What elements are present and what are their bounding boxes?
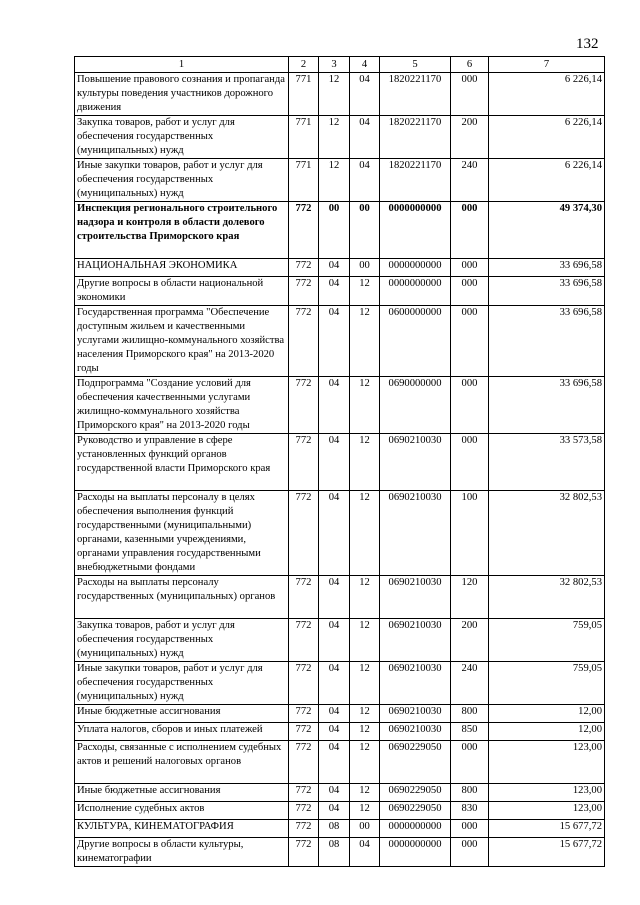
row-code-cell: 000 (451, 820, 489, 838)
row-name-cell: Руководство и управление в сфере установленных функций органов государственной власти Приморского края (75, 434, 289, 491)
row-code-cell: 04 (319, 377, 350, 434)
table-row (75, 377, 605, 434)
row-code-cell: 800 (451, 784, 489, 802)
header-cell: 2 (289, 57, 319, 73)
row-code-cell: 000 (451, 838, 489, 867)
table-row (75, 576, 605, 619)
header-cell: 1 (75, 57, 289, 73)
row-code-cell: 04 (319, 259, 350, 277)
header-cell: 5 (380, 57, 451, 73)
table-row (75, 838, 605, 867)
row-name-cell: Повышение правового сознания и пропаганда культуры поведения участников дорожного движения (75, 73, 289, 116)
table-row (75, 741, 605, 784)
row-code-cell: 850 (451, 723, 489, 741)
row-name-cell: Государственная программа "Обеспечение доступным жильем и качественными услугами жилищно-коммунального хозяйства населения Приморского края" на 2013-2020 годы (75, 306, 289, 377)
row-code-cell: 772 (289, 802, 319, 820)
row-code-cell: 772 (289, 202, 319, 259)
row-amount-cell: 33 696,58 (489, 277, 605, 306)
row-code-cell: 12 (350, 434, 380, 491)
row-amount-cell: 12,00 (489, 705, 605, 723)
row-code-cell: 000 (451, 377, 489, 434)
table-header-row (75, 57, 605, 73)
row-code-cell: 772 (289, 723, 319, 741)
row-code-cell: 772 (289, 434, 319, 491)
row-code-cell: 772 (289, 784, 319, 802)
row-code-cell: 12 (319, 159, 350, 202)
table-row (75, 705, 605, 723)
row-code-cell: 000 (451, 434, 489, 491)
header-cell: 6 (451, 57, 489, 73)
row-code-cell: 04 (319, 741, 350, 784)
row-amount-cell: 123,00 (489, 741, 605, 784)
table-row (75, 259, 605, 277)
row-amount-cell: 6 226,14 (489, 73, 605, 116)
row-code-cell: 04 (350, 838, 380, 867)
table-row (75, 116, 605, 159)
row-code-cell: 000 (451, 202, 489, 259)
row-code-cell: 12 (319, 73, 350, 116)
row-code-cell: 04 (319, 784, 350, 802)
row-code-cell: 772 (289, 741, 319, 784)
row-code-cell: 0600000000 (380, 306, 451, 377)
row-amount-cell: 32 802,53 (489, 491, 605, 576)
row-code-cell: 12 (350, 619, 380, 662)
row-code-cell: 000 (451, 306, 489, 377)
header-cell: 7 (489, 57, 605, 73)
row-name-cell: Иные закупки товаров, работ и услуг для обеспечения государственных (муниципальных) нужд (75, 662, 289, 705)
row-code-cell: 0690229050 (380, 784, 451, 802)
row-code-cell: 04 (319, 434, 350, 491)
row-amount-cell: 32 802,53 (489, 576, 605, 619)
row-amount-cell: 759,05 (489, 662, 605, 705)
row-code-cell: 772 (289, 662, 319, 705)
row-code-cell: 0000000000 (380, 820, 451, 838)
header-cell: 4 (350, 57, 380, 73)
row-name-cell: Расходы на выплаты персоналу в целях обеспечения выполнения функций государственными (муниципальными) органами, казенными учреждениями, органами управления государственными внебюджетными фондами (75, 491, 289, 576)
row-amount-cell: 6 226,14 (489, 116, 605, 159)
table-row (75, 159, 605, 202)
row-code-cell: 0690210030 (380, 619, 451, 662)
row-amount-cell: 759,05 (489, 619, 605, 662)
row-code-cell: 0690210030 (380, 491, 451, 576)
row-code-cell: 000 (451, 741, 489, 784)
row-name-cell: Уплата налогов, сборов и иных платежей (75, 723, 289, 741)
row-code-cell: 00 (350, 820, 380, 838)
row-code-cell: 12 (350, 306, 380, 377)
table-row (75, 202, 605, 259)
row-amount-cell: 33 696,58 (489, 377, 605, 434)
table-row (75, 820, 605, 838)
row-code-cell: 200 (451, 619, 489, 662)
row-code-cell: 08 (319, 820, 350, 838)
row-code-cell: 0690210030 (380, 705, 451, 723)
row-code-cell: 04 (319, 491, 350, 576)
row-code-cell: 12 (350, 377, 380, 434)
row-name-cell: Инспекция регионального строительного надзора и контроля в области долевого строительства Приморского края (75, 202, 289, 259)
row-amount-cell: 33 696,58 (489, 306, 605, 377)
row-code-cell: 772 (289, 619, 319, 662)
row-amount-cell: 49 374,30 (489, 202, 605, 259)
table-row (75, 723, 605, 741)
row-amount-cell: 15 677,72 (489, 820, 605, 838)
row-name-cell: Расходы, связанные с исполнением судебных актов и решений налоговых органов (75, 741, 289, 784)
row-code-cell: 240 (451, 159, 489, 202)
row-code-cell: 0000000000 (380, 277, 451, 306)
table-row (75, 434, 605, 491)
row-code-cell: 04 (319, 576, 350, 619)
row-code-cell: 12 (350, 277, 380, 306)
table-row (75, 784, 605, 802)
table-row (75, 277, 605, 306)
row-code-cell: 772 (289, 491, 319, 576)
table-row (75, 619, 605, 662)
row-amount-cell: 123,00 (489, 802, 605, 820)
row-code-cell: 12 (350, 491, 380, 576)
row-name-cell: Другие вопросы в области культуры, кинематографии (75, 838, 289, 867)
row-name-cell: Закупка товаров, работ и услуг для обеспечения государственных (муниципальных) нужд (75, 116, 289, 159)
row-code-cell: 1820221170 (380, 159, 451, 202)
row-amount-cell: 33 573,58 (489, 434, 605, 491)
row-amount-cell: 6 226,14 (489, 159, 605, 202)
row-code-cell: 12 (350, 802, 380, 820)
row-code-cell: 04 (319, 662, 350, 705)
row-code-cell: 0000000000 (380, 202, 451, 259)
row-code-cell: 120 (451, 576, 489, 619)
row-code-cell: 772 (289, 306, 319, 377)
row-name-cell: НАЦИОНАЛЬНАЯ ЭКОНОМИКА (75, 259, 289, 277)
row-code-cell: 772 (289, 259, 319, 277)
row-amount-cell: 123,00 (489, 784, 605, 802)
row-code-cell: 772 (289, 377, 319, 434)
row-code-cell: 04 (319, 802, 350, 820)
row-code-cell: 800 (451, 705, 489, 723)
row-code-cell: 12 (350, 705, 380, 723)
table-row (75, 802, 605, 820)
row-name-cell: Иные закупки товаров, работ и услуг для обеспечения государственных (муниципальных) нужд (75, 159, 289, 202)
row-name-cell: Расходы на выплаты персоналу государственных (муниципальных) органов (75, 576, 289, 619)
row-code-cell: 12 (350, 784, 380, 802)
row-name-cell: КУЛЬТУРА, КИНЕМАТОГРАФИЯ (75, 820, 289, 838)
row-code-cell: 00 (350, 202, 380, 259)
row-code-cell: 00 (350, 259, 380, 277)
row-code-cell: 0690229050 (380, 741, 451, 784)
row-code-cell: 771 (289, 159, 319, 202)
row-code-cell: 771 (289, 116, 319, 159)
row-code-cell: 200 (451, 116, 489, 159)
row-code-cell: 04 (319, 306, 350, 377)
row-code-cell: 100 (451, 491, 489, 576)
row-name-cell: Другие вопросы в области национальной экономики (75, 277, 289, 306)
table-row (75, 662, 605, 705)
row-code-cell: 12 (319, 116, 350, 159)
page-number: 132 (576, 36, 599, 52)
row-code-cell: 04 (350, 116, 380, 159)
row-code-cell: 000 (451, 277, 489, 306)
row-code-cell: 08 (319, 838, 350, 867)
row-code-cell: 772 (289, 838, 319, 867)
row-code-cell: 830 (451, 802, 489, 820)
row-code-cell: 1820221170 (380, 116, 451, 159)
row-amount-cell: 33 696,58 (489, 259, 605, 277)
table-row (75, 491, 605, 576)
row-code-cell: 0690000000 (380, 377, 451, 434)
row-code-cell: 1820221170 (380, 73, 451, 116)
row-code-cell: 0690210030 (380, 576, 451, 619)
row-name-cell: Иные бюджетные ассигнования (75, 705, 289, 723)
row-code-cell: 0690210030 (380, 434, 451, 491)
row-code-cell: 00 (319, 202, 350, 259)
row-code-cell: 04 (350, 73, 380, 116)
row-code-cell: 04 (319, 705, 350, 723)
row-name-cell: Подпрограмма "Создание условий для обеспечения качественными услугами жилищно-коммунального хозяйства Приморского края" на 2013-2020 годы (75, 377, 289, 434)
row-code-cell: 12 (350, 662, 380, 705)
row-code-cell: 0690210030 (380, 723, 451, 741)
row-code-cell: 772 (289, 820, 319, 838)
row-code-cell: 04 (350, 159, 380, 202)
row-code-cell: 12 (350, 741, 380, 784)
row-name-cell: Иные бюджетные ассигнования (75, 784, 289, 802)
row-code-cell: 04 (319, 723, 350, 741)
row-amount-cell: 12,00 (489, 723, 605, 741)
row-code-cell: 04 (319, 277, 350, 306)
row-code-cell: 04 (319, 619, 350, 662)
row-code-cell: 0000000000 (380, 259, 451, 277)
row-code-cell: 000 (451, 73, 489, 116)
header-cell: 3 (319, 57, 350, 73)
row-code-cell: 771 (289, 73, 319, 116)
row-code-cell: 000 (451, 259, 489, 277)
budget-table (74, 56, 605, 867)
table-row (75, 306, 605, 377)
row-code-cell: 0690210030 (380, 662, 451, 705)
row-code-cell: 12 (350, 723, 380, 741)
row-code-cell: 240 (451, 662, 489, 705)
table-row (75, 73, 605, 116)
row-name-cell: Исполнение судебных актов (75, 802, 289, 820)
row-code-cell: 772 (289, 277, 319, 306)
row-code-cell: 772 (289, 576, 319, 619)
row-code-cell: 12 (350, 576, 380, 619)
row-code-cell: 0690229050 (380, 802, 451, 820)
row-code-cell: 772 (289, 705, 319, 723)
row-code-cell: 0000000000 (380, 838, 451, 867)
row-name-cell: Закупка товаров, работ и услуг для обеспечения государственных (муниципальных) нужд (75, 619, 289, 662)
row-amount-cell: 15 677,72 (489, 838, 605, 867)
